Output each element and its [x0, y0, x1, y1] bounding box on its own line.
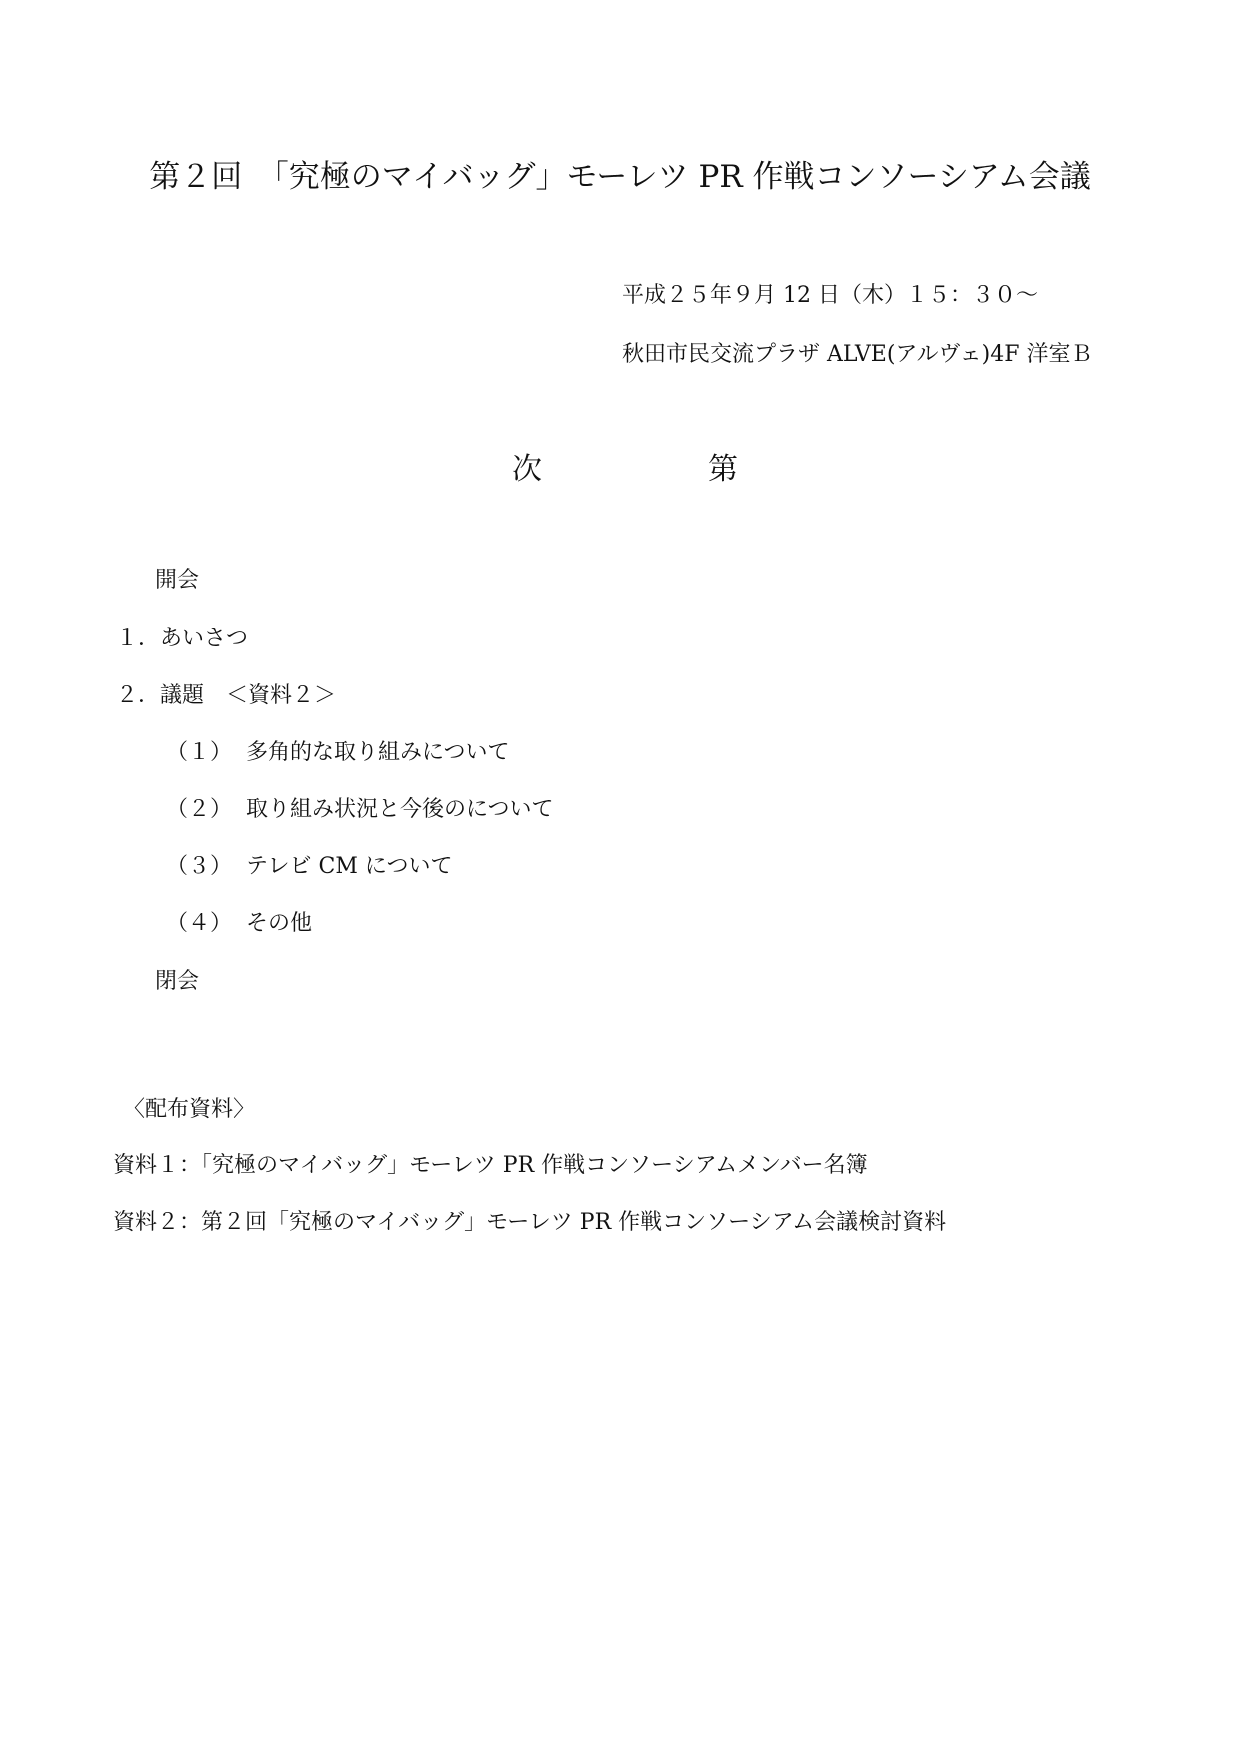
agenda-subitem-text: 多角的な取り組みについて — [246, 740, 510, 765]
agenda-subitem — [166, 738, 510, 768]
agenda-subitem-number: （１） — [166, 740, 233, 765]
agenda-subitem-text: 取り組み状況と今後のについて — [246, 797, 554, 822]
agenda-closing: 閉会 — [155, 969, 200, 994]
material-item: 資料２：第２回「究極のマイバッグ」モーレツ PR 作戦コンソーシアム会議検討資料 — [113, 1210, 947, 1235]
page-title: 第２回 「究極のマイバッグ」モーレツ PR 作戦コンソーシアム会議 — [149, 159, 1091, 195]
agenda-heading — [512, 451, 738, 489]
agenda-opening: 開会 — [155, 568, 200, 593]
agenda-subitem-number: （２） — [166, 797, 233, 822]
meeting-venue: 秋田市民交流プラザ ALVE(アルヴェ)4F 洋室Ｂ — [622, 342, 1093, 367]
agenda-subitem — [166, 795, 554, 825]
agenda-subitem — [166, 909, 312, 939]
agenda-subitem-text: テレビ CM について — [246, 854, 453, 879]
agenda-heading-char-1: 次 — [512, 452, 542, 487]
agenda-subitem-text: その他 — [246, 911, 313, 936]
material-item: 資料１：「究極のマイバッグ」モーレツ PR 作戦コンソーシアムメンバー名簿 — [113, 1153, 868, 1178]
agenda-subitem-number: （３） — [166, 854, 233, 879]
agenda-subitem — [166, 852, 452, 882]
materials-heading: 〈配布資料〉 — [123, 1097, 256, 1122]
agenda-item-greeting: １．あいさつ — [116, 626, 249, 651]
agenda-item-topics: ２．議題 ＜資料２＞ — [116, 683, 337, 708]
agenda-heading-char-2: 第 — [708, 452, 738, 487]
meeting-date: 平成２５年９月 12 日（木）１５：３０～ — [622, 283, 1038, 308]
agenda-subitem-number: （４） — [166, 911, 233, 936]
